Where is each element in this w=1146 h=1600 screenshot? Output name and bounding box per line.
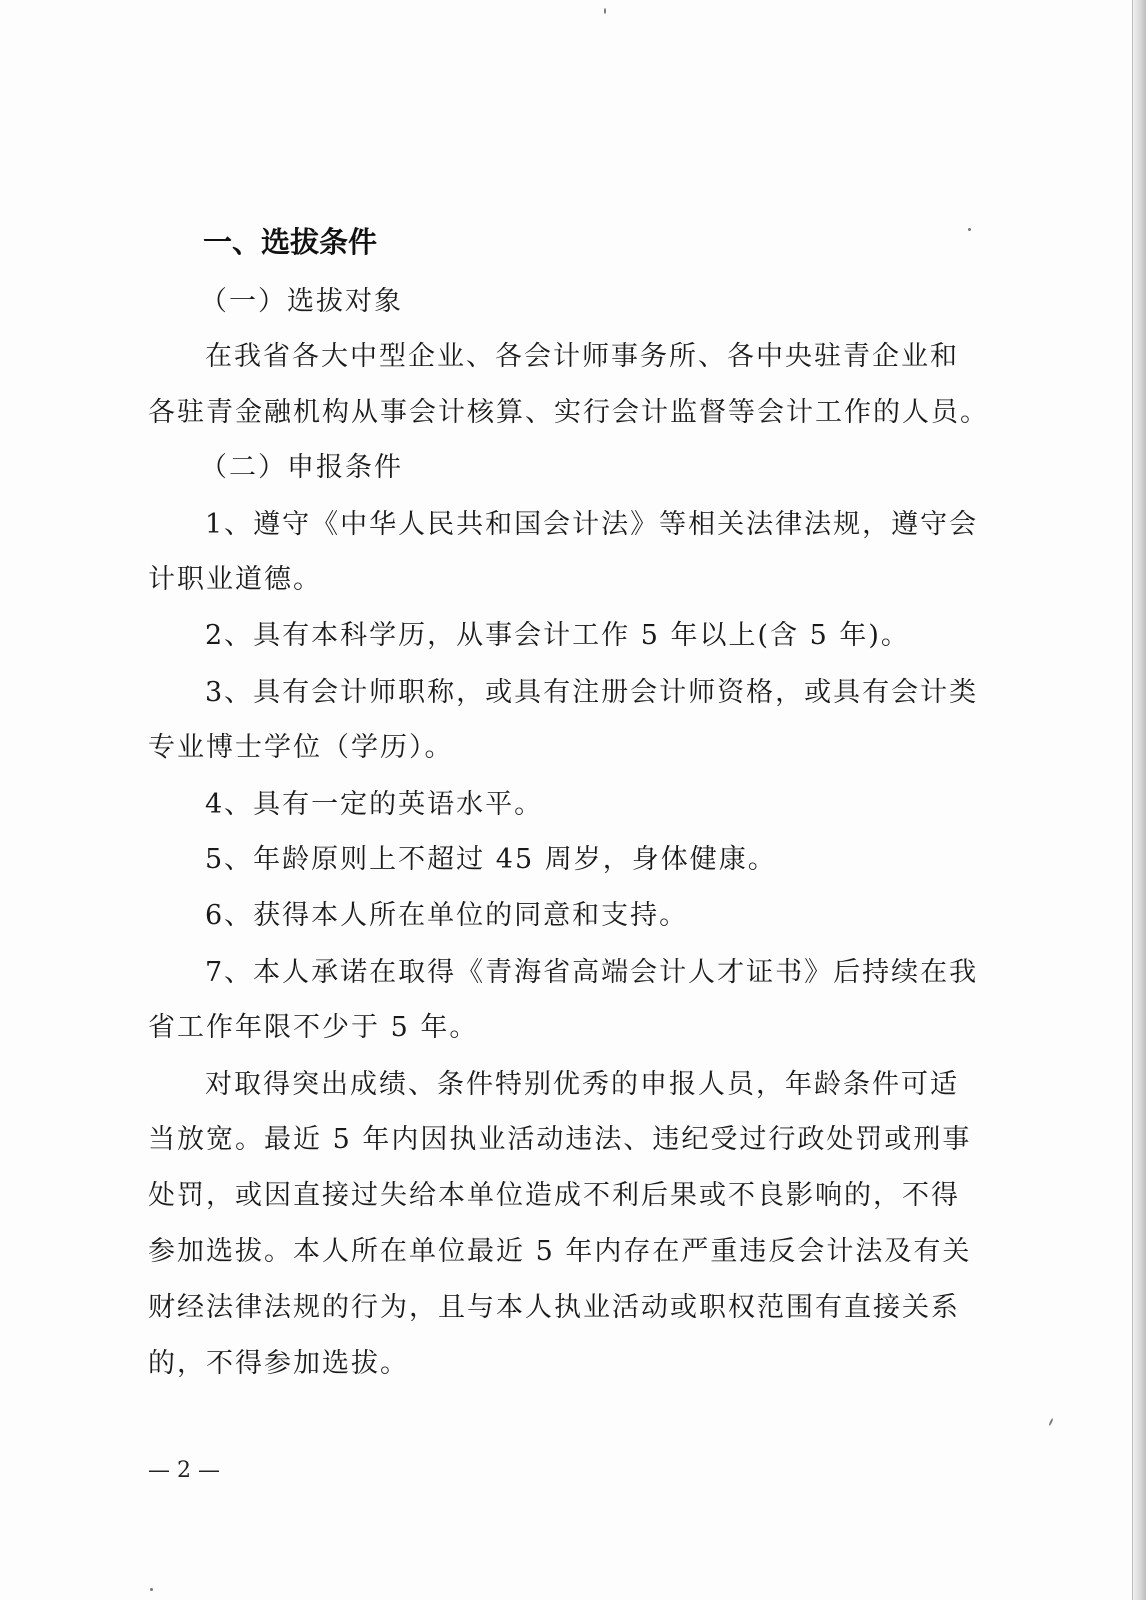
note-paragraph-line: 处罚，或因直接过失给本单位造成不利后果或不良影响的，不得 — [148, 1180, 960, 1211]
scan-speck — [604, 8, 606, 14]
subheading-selection-target: （一）选拔对象 — [200, 286, 403, 317]
condition-item-7: 7、本人承诺在取得《青海省高端会计人才证书》后持续在我 — [205, 957, 979, 988]
scan-speck — [968, 228, 971, 231]
condition-item-3-cont: 专业博士学位（学历）。 — [148, 732, 454, 763]
note-paragraph-line: 的，不得参加选拔。 — [148, 1348, 409, 1379]
scan-speck — [1048, 1418, 1053, 1426]
page-number: — 2 — — [148, 1458, 220, 1483]
condition-item-1: 1、遵守《中华人民共和国会计法》等相关法律法规，遵守会 — [205, 509, 979, 540]
note-paragraph-line: 财经法律法规的行为，且与本人执业活动或职权范围有直接关系 — [148, 1292, 960, 1323]
scan-edge-line — [1132, 0, 1133, 1600]
scan-edge — [1132, 0, 1146, 1600]
condition-item-6: 6、获得本人所在单位的同意和支持。 — [205, 900, 689, 931]
paragraph-line: 在我省各大中型企业、各会计师事务所、各中央驻青企业和 — [205, 341, 959, 372]
scan-speck — [150, 1588, 153, 1591]
condition-item-7-cont: 省工作年限不少于 5 年。 — [148, 1012, 479, 1043]
condition-item-3: 3、具有会计师职称，或具有注册会计师资格，或具有会计类 — [205, 677, 979, 708]
section-heading: 一、选拔条件 — [203, 225, 378, 259]
condition-item-1-cont: 计职业道德。 — [148, 564, 322, 595]
condition-item-5: 5、年龄原则上不超过 45 周岁，身体健康。 — [205, 844, 777, 875]
note-paragraph-line: 参加选拔。本人所在单位最近 5 年内存在严重违反会计法及有关 — [148, 1236, 972, 1267]
paragraph-line: 各驻青金融机构从事会计核算、实行会计监督等会计工作的人员。 — [148, 397, 989, 428]
condition-item-2: 2、具有本科学历，从事会计工作 5 年以上(含 5 年)。 — [205, 620, 910, 651]
subheading-application-conditions: （二）申报条件 — [200, 452, 403, 483]
note-paragraph-line: 对取得突出成绩、条件特别优秀的申报人员，年龄条件可适 — [205, 1069, 959, 1100]
note-paragraph-line: 当放宽。最近 5 年内因执业活动违法、违纪受过行政处罚或刑事 — [148, 1124, 972, 1155]
condition-item-4: 4、具有一定的英语水平。 — [205, 789, 544, 820]
